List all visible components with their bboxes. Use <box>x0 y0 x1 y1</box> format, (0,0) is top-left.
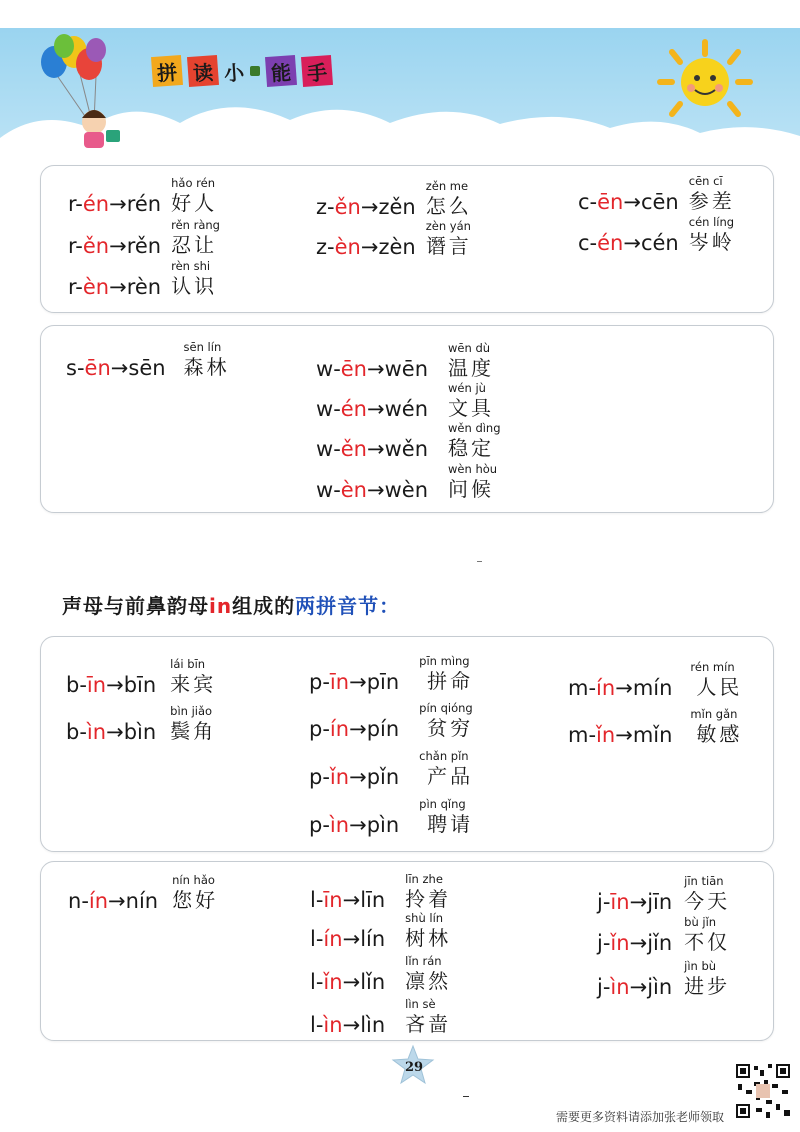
syllable-spelling: z-ěn→zěn <box>316 195 416 219</box>
word-pinyin: pīn mìng <box>419 654 470 668</box>
heading-emphasis: 两拼音节： <box>295 594 401 618</box>
example-word <box>688 215 735 255</box>
word-hanzi: 拼命 <box>427 669 474 693</box>
word-hanzi: 不仅 <box>684 930 731 954</box>
word-hanzi: 您好 <box>172 888 219 912</box>
word-pinyin: līn zhe <box>405 872 443 886</box>
word-pinyin: rén mín <box>690 660 735 674</box>
syllable-row <box>316 219 472 259</box>
word-hanzi: 问候 <box>448 477 495 501</box>
sun-illustration <box>650 38 760 128</box>
syllable-row <box>68 873 219 913</box>
syllable-spelling: r-èn→rèn <box>68 275 162 299</box>
syllable-spelling: c-én→cén <box>578 231 679 255</box>
heading-text: 声母与前鼻韵母 <box>62 594 209 618</box>
example-word <box>448 381 495 421</box>
example-word <box>405 872 452 912</box>
word-hanzi: 好人 <box>171 191 218 215</box>
syllable-spelling: j-ǐn→jǐn <box>597 931 673 955</box>
word-hanzi: 聘请 <box>427 812 474 836</box>
word-pinyin: rèn shi <box>171 259 211 273</box>
syllable-row <box>316 381 495 421</box>
syllable-row <box>66 657 217 697</box>
syllable-row <box>309 749 474 789</box>
word-pinyin: hǎo rén <box>171 176 215 190</box>
syllable-row <box>316 462 498 502</box>
word-pinyin: lìn sè <box>405 997 436 1011</box>
syllable-row <box>310 997 452 1037</box>
syllable-row <box>578 174 735 214</box>
word-pinyin: chǎn pǐn <box>419 749 469 763</box>
section-heading <box>62 590 400 619</box>
example-word <box>448 421 501 461</box>
word-pinyin: wén jù <box>448 381 486 395</box>
example-word <box>171 218 220 258</box>
example-word <box>419 749 474 789</box>
word-pinyin: wēn dù <box>448 341 491 355</box>
word-hanzi: 忍让 <box>171 233 218 257</box>
word-hanzi: 鬓角 <box>170 719 217 743</box>
word-hanzi: 吝啬 <box>405 1012 452 1036</box>
word-pinyin: lǐn rán <box>405 954 442 968</box>
word-pinyin: pín qióng <box>419 701 473 715</box>
example-word <box>170 657 217 697</box>
title-char-5: 手 <box>301 55 333 87</box>
syllable-spelling: p-īn→pīn <box>309 670 400 694</box>
heading-text-2: 组成的 <box>232 594 296 618</box>
example-word <box>419 701 474 741</box>
syllable-spelling: m-ín→mín <box>568 676 673 700</box>
syllable-row <box>316 179 472 219</box>
syllable-spelling: w-én→wén <box>316 397 429 421</box>
example-word <box>425 179 472 219</box>
decorative-dash <box>477 561 482 562</box>
word-pinyin: zèn yán <box>425 219 471 233</box>
syllable-spelling: m-ǐn→mǐn <box>568 723 673 747</box>
syllable-spelling: p-ín→pín <box>309 717 400 741</box>
syllable-row <box>310 872 452 912</box>
example-word <box>183 340 230 380</box>
word-hanzi: 稳定 <box>448 436 495 460</box>
syllable-row <box>316 421 501 461</box>
syllable-spelling: p-ǐn→pǐn <box>309 765 400 789</box>
word-pinyin: bìn jiǎo <box>170 704 213 718</box>
word-hanzi: 人民 <box>696 675 743 699</box>
example-word <box>419 797 474 837</box>
syllable-spelling: w-èn→wèn <box>316 478 429 502</box>
syllable-spelling: r-ěn→rěn <box>68 234 162 258</box>
word-hanzi: 谮言 <box>425 234 472 258</box>
qr-code-icon <box>734 1062 792 1120</box>
syllable-spelling: b-ìn→bìn <box>66 720 157 744</box>
word-pinyin: cén líng <box>688 215 735 229</box>
word-hanzi: 温度 <box>448 356 495 380</box>
syllable-row <box>578 215 735 255</box>
page-number: 29 <box>404 1060 424 1075</box>
word-pinyin: rěn ràng <box>171 218 220 232</box>
word-pinyin: sēn lín <box>183 340 222 354</box>
word-pinyin: mǐn gǎn <box>690 707 738 721</box>
syllable-row <box>68 176 218 216</box>
word-pinyin: bù jǐn <box>684 915 717 929</box>
syllable-row <box>597 915 731 955</box>
syllable-row <box>309 654 474 694</box>
example-word <box>171 176 218 216</box>
example-word <box>684 874 731 914</box>
example-word <box>688 174 735 214</box>
syllable-spelling: w-ēn→wēn <box>316 357 429 381</box>
example-word <box>684 915 731 955</box>
syllable-row <box>309 701 474 741</box>
word-pinyin: jīn tiān <box>684 874 724 888</box>
word-pinyin: zěn me <box>425 179 469 193</box>
example-word <box>684 959 731 999</box>
syllable-spelling: j-īn→jīn <box>597 890 673 914</box>
syllable-row <box>568 707 743 747</box>
syllable-spelling: c-ēn→cēn <box>578 190 679 214</box>
syllable-spelling: j-ìn→jìn <box>597 975 673 999</box>
title-char-2: 读 <box>187 55 219 87</box>
syllable-row <box>310 954 452 994</box>
syllable-spelling: l-ǐn→lǐn <box>310 970 386 994</box>
word-pinyin: wěn dìng <box>448 421 501 435</box>
section-title <box>152 56 338 86</box>
syllable-spelling: l-ín→lín <box>310 927 386 951</box>
example-word <box>171 259 218 299</box>
word-hanzi: 树林 <box>405 926 452 950</box>
syllable-row <box>316 341 495 381</box>
syllable-spelling: s-ēn→sēn <box>66 356 166 380</box>
syllable-row <box>68 218 220 258</box>
word-pinyin: pìn qǐng <box>419 797 466 811</box>
title-dot <box>250 66 260 76</box>
syllable-row <box>309 797 474 837</box>
syllable-spelling: l-īn→līn <box>310 888 386 912</box>
syllable-row <box>66 704 217 744</box>
syllable-row <box>68 259 218 299</box>
title-char-3: 小 <box>223 59 245 86</box>
syllable-spelling: l-ìn→lìn <box>310 1013 386 1037</box>
heading-final: in <box>209 594 233 618</box>
balloon-girl-illustration <box>34 34 144 154</box>
example-word <box>690 660 743 700</box>
word-pinyin: shù lín <box>405 911 444 925</box>
example-word <box>405 997 452 1037</box>
syllable-row <box>568 660 743 700</box>
word-hanzi: 进步 <box>684 974 731 998</box>
syllable-row <box>597 874 731 914</box>
word-pinyin: cēn cī <box>688 174 723 188</box>
decorative-dash <box>463 1096 469 1097</box>
footer-note: 需要更多资料请添加张老师领取 <box>556 1110 725 1124</box>
syllable-row <box>597 959 731 999</box>
word-hanzi: 拎着 <box>405 887 452 911</box>
title-char-4: 能 <box>265 55 297 87</box>
example-word <box>425 219 472 259</box>
word-hanzi: 认识 <box>171 274 218 298</box>
word-hanzi: 岑岭 <box>688 230 735 254</box>
word-hanzi: 敏感 <box>696 722 743 746</box>
syllable-row <box>310 911 452 951</box>
word-pinyin: lái bīn <box>170 657 206 671</box>
syllable-spelling: z-èn→zèn <box>316 235 416 259</box>
example-word <box>419 654 474 694</box>
example-word <box>448 462 498 502</box>
word-hanzi: 文具 <box>448 396 495 420</box>
syllable-spelling: w-ěn→wěn <box>316 437 429 461</box>
syllable-spelling: p-ìn→pìn <box>309 813 400 837</box>
word-hanzi: 贫穷 <box>427 716 474 740</box>
word-pinyin: jìn bù <box>684 959 717 973</box>
word-pinyin: nín hǎo <box>172 873 215 887</box>
example-word <box>405 911 452 951</box>
word-hanzi: 参差 <box>688 189 735 213</box>
word-hanzi: 怎么 <box>425 194 472 218</box>
example-word <box>448 341 495 381</box>
syllable-spelling: r-én→rén <box>68 192 162 216</box>
word-hanzi: 今天 <box>684 889 731 913</box>
example-word <box>405 954 452 994</box>
syllable-row <box>66 340 230 380</box>
syllable-spelling: n-ín→nín <box>68 889 159 913</box>
syllable-spelling: b-īn→bīn <box>66 673 157 697</box>
word-hanzi: 森林 <box>183 355 230 379</box>
example-word <box>172 873 219 913</box>
word-pinyin: wèn hòu <box>448 462 498 476</box>
word-hanzi: 来宾 <box>170 672 217 696</box>
example-word <box>690 707 743 747</box>
example-word <box>170 704 217 744</box>
word-hanzi: 凛然 <box>405 969 452 993</box>
title-char-1: 拼 <box>151 55 183 87</box>
word-hanzi: 产品 <box>427 764 474 788</box>
